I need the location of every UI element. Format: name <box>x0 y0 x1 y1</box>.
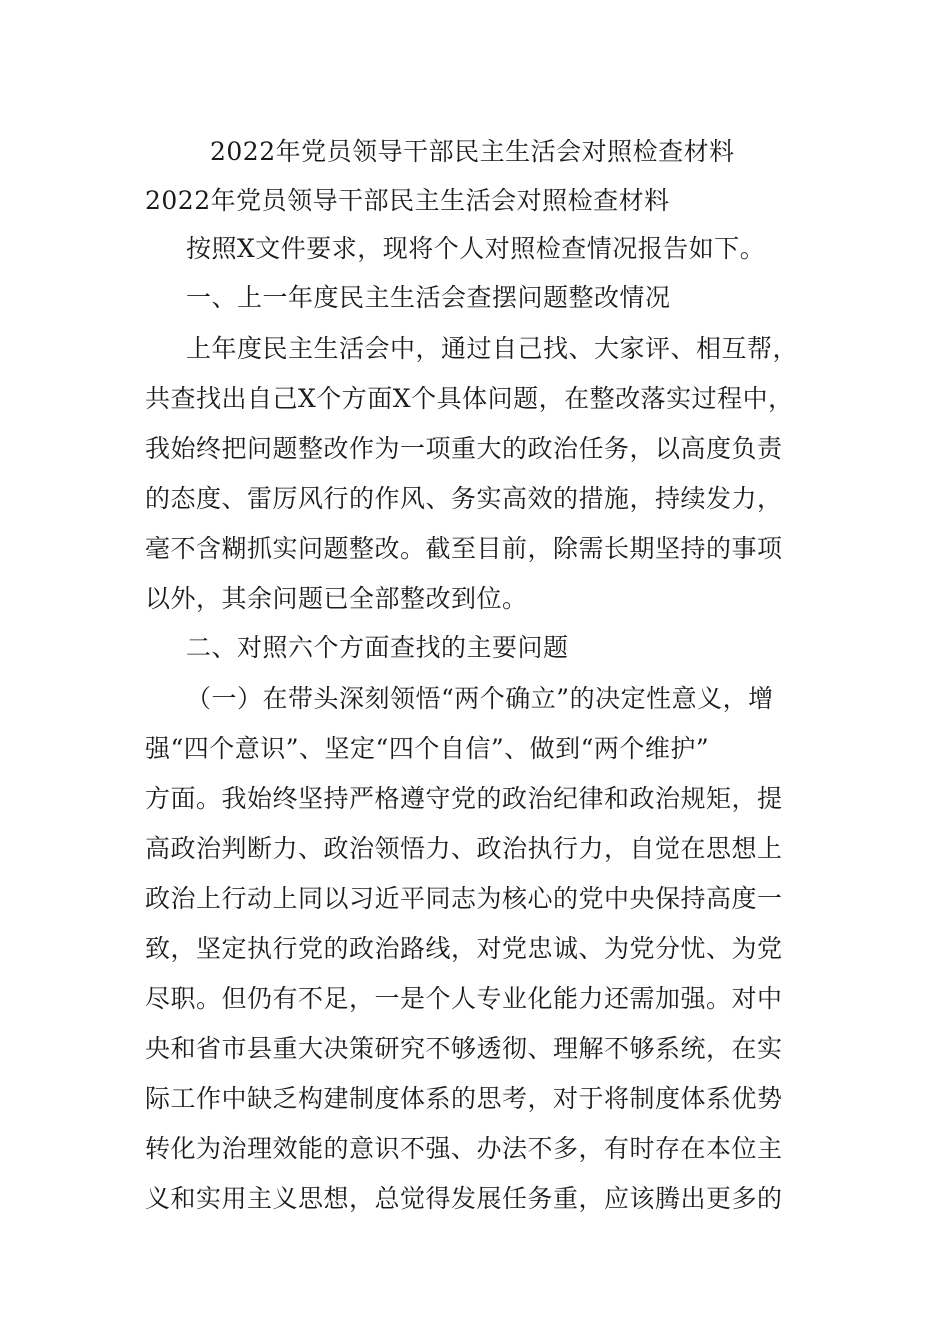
text-line: 方面。我始终坚持严格遵守党的政治纪律和政治规矩，提 <box>145 784 783 813</box>
section-heading: 一、上一年度民主生活会查摆问题整改情况 <box>186 283 671 312</box>
text-line: 义和实用主义思想，总觉得发展任务重，应该腾出更多的 <box>145 1184 783 1213</box>
text-line: 我始终把问题整改作为一项重大的政治任务，以高度负责 <box>145 434 783 463</box>
text-line: 共查找出自己X个方面X个具体问题，在整改落实过程中， <box>145 384 794 413</box>
text-line: 央和省市县重大决策研究不够透彻、理解不够系统，在实 <box>145 1034 783 1063</box>
text-line: （一）在带头深刻领悟“两个确立”的决定性意义，增 <box>186 684 774 713</box>
document-title: 2022年党员领导干部民主生活会对照检查材料 <box>210 137 735 166</box>
text-line: 尽职。但仍有不足，一是个人专业化能力还需加强。对中 <box>145 984 783 1013</box>
text-line: 的态度、雷厉风行的作风、务实高效的措施，持续发力， <box>145 484 783 513</box>
text-line: 致，坚定执行党的政治路线，对党忠诚、为党分忧、为党 <box>145 934 783 963</box>
text-line: 际工作中缺乏构建制度体系的思考，对于将制度体系优势 <box>145 1084 783 1113</box>
text-line: 按照X文件要求，现将个人对照检查情况报告如下。 <box>186 234 766 263</box>
text-line: 上年度民主生活会中，通过自己找、大家评、相互帮， <box>186 334 799 363</box>
text-line: 高政治判断力、政治领悟力、政治执行力，自觉在思想上 <box>145 834 783 863</box>
document-subtitle: 2022年党员领导干部民主生活会对照检查材料 <box>145 186 670 215</box>
text-line: 转化为治理效能的意识不强、办法不多，有时存在本位主 <box>145 1134 783 1163</box>
text-line: 强“四个意识”、坚定“四个自信”、做到“两个维护” <box>145 734 710 763</box>
text-line: 以外，其余问题已全部整改到位。 <box>145 584 528 613</box>
text-line: 毫不含糊抓实问题整改。截至目前，除需长期坚持的事项 <box>145 534 783 563</box>
section-heading: 二、对照六个方面查找的主要问题 <box>186 633 569 662</box>
text-line: 政治上行动上同以习近平同志为核心的党中央保持高度一 <box>145 884 783 913</box>
